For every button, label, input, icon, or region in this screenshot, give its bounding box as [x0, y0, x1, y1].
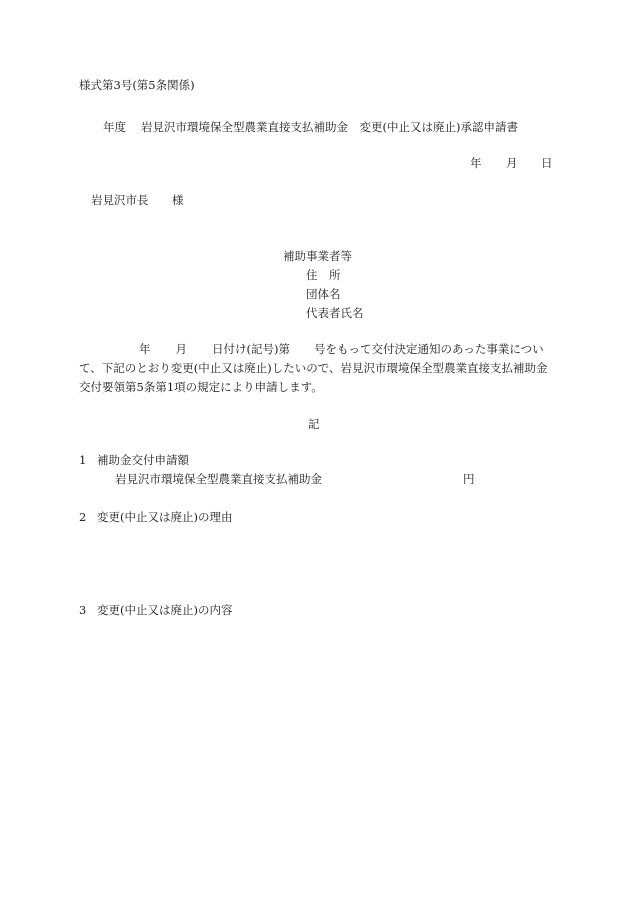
applicant-address-label: 住 所	[306, 268, 341, 282]
date-day-label: 日	[541, 156, 553, 170]
form-number: 様式第3号(第5条関係)	[79, 78, 195, 92]
body-day-ref: 日付け(記号)第	[212, 342, 290, 356]
body-line-3: 交付要領第5条第1項の規定により申請します。	[79, 380, 323, 394]
date-year-label: 年	[470, 156, 482, 170]
body-month-label: 月	[175, 342, 187, 356]
subsidy-name: 岩見沢市環境保全型農業直接支払補助金	[115, 472, 322, 486]
application-body-text	[79, 340, 551, 397]
applicant-rep-label: 代表者氏名	[306, 306, 364, 320]
ki-heading: 記	[308, 417, 320, 431]
applicant-group-label: 団体名	[306, 287, 341, 301]
body-line-2: て、下記のとおり変更(中止又は廃止)したいので、岩見沢市環境保全型農業直接支払補助金	[79, 361, 548, 375]
document-title: 岩見沢市環境保全型農業直接支払補助金 変更(中止又は廃止)承認申請書	[141, 120, 518, 134]
item-1-label: 補助金交付申請額	[97, 453, 189, 467]
recipient-honorific: 様	[172, 193, 184, 207]
date-month-label: 月	[506, 156, 518, 170]
item-1-number: 1	[79, 453, 87, 467]
subsidy-yen-unit: 円	[463, 472, 475, 486]
body-number-rest: 号をもって交付決定通知のあった事業につい	[313, 342, 544, 356]
item-2-number: 2	[79, 510, 87, 524]
title-year-label: 年度	[103, 120, 126, 134]
body-year-label: 年	[139, 342, 151, 356]
item-2-label: 変更(中止又は廃止)の理由	[97, 510, 233, 524]
item-3-label: 変更(中止又は廃止)の内容	[97, 603, 233, 617]
item-3-number: 3	[79, 603, 87, 617]
applicant-heading: 補助事業者等	[283, 249, 352, 263]
recipient-name: 岩見沢市長	[91, 193, 149, 207]
